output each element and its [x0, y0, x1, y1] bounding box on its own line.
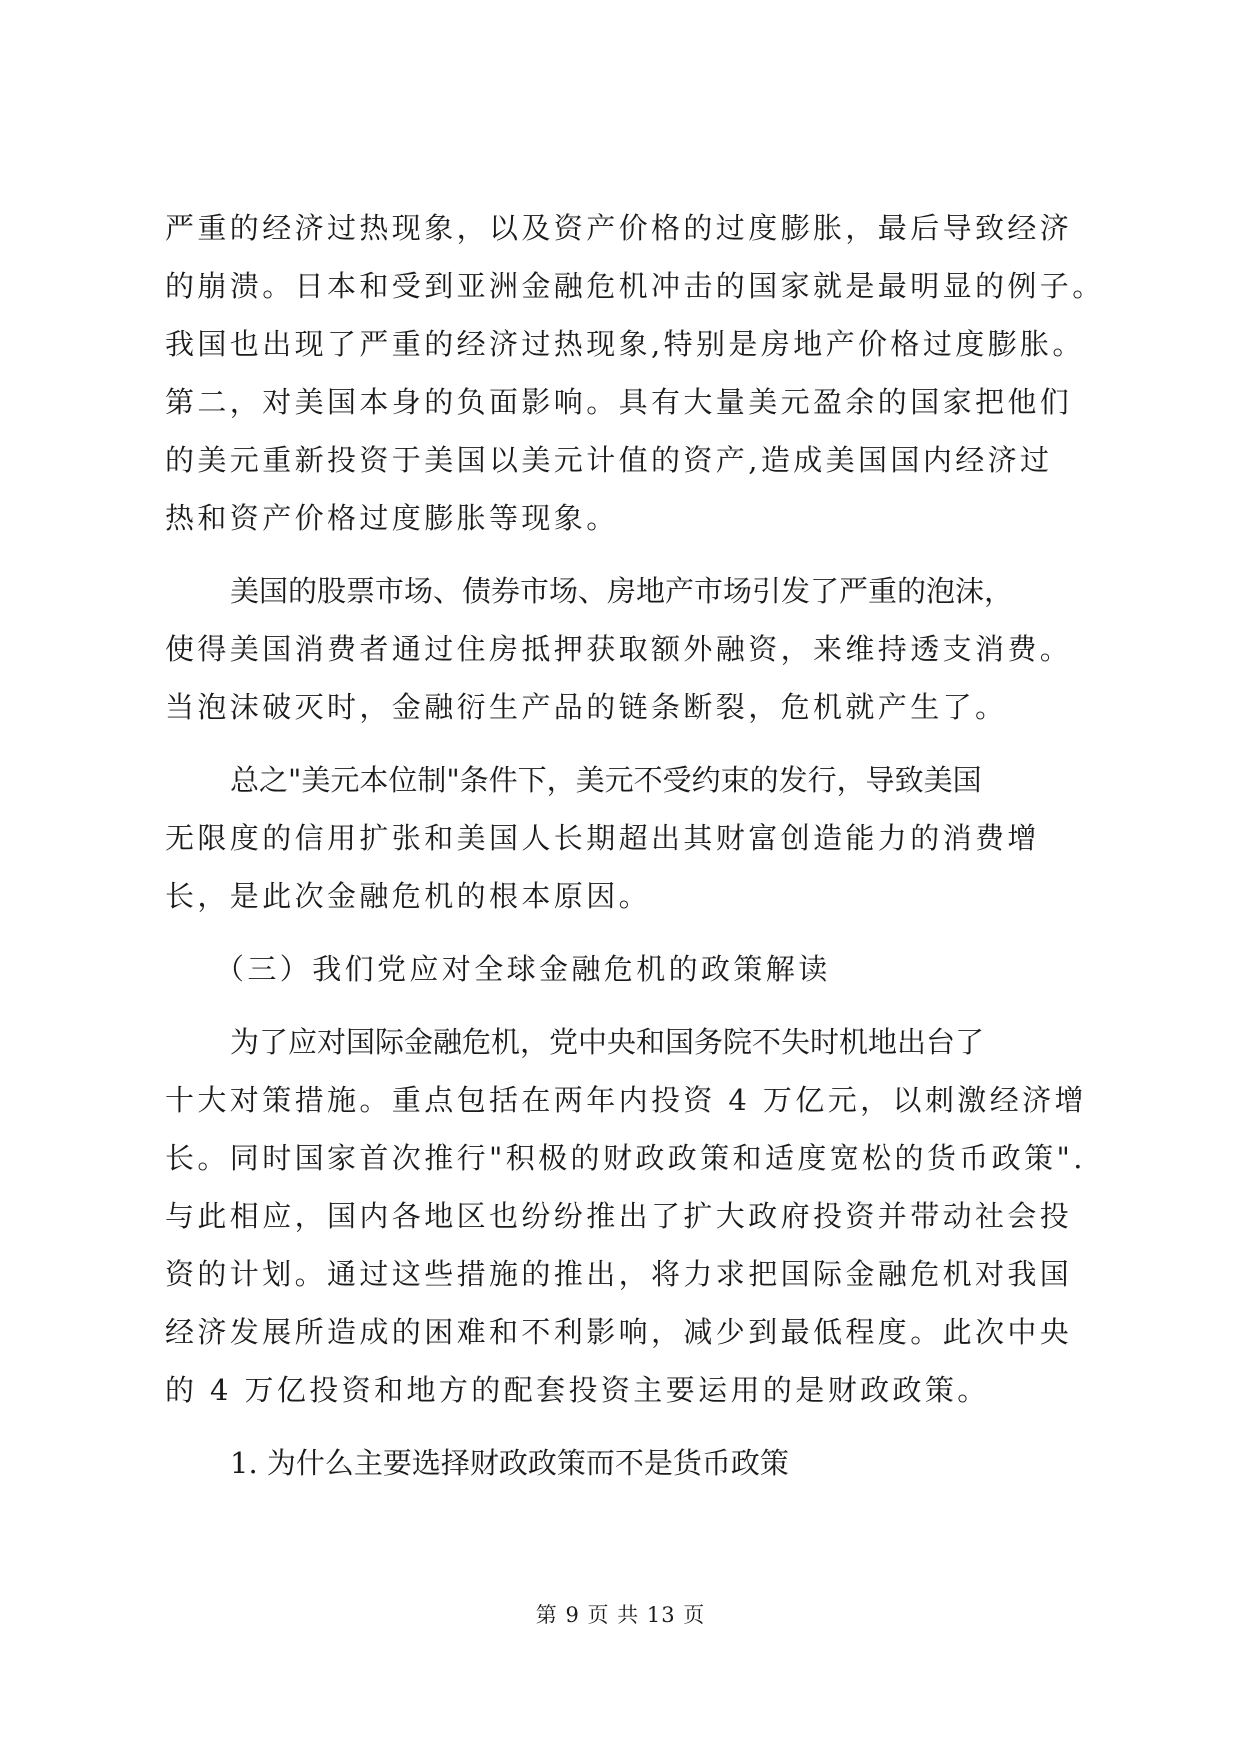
text-line-11: 无限度的信用扩张和美国人长期超出其财富创造能力的消费增: [165, 821, 1040, 855]
page-number-footer: 第 9 页 共 13 页: [535, 1603, 706, 1627]
text-line-10: 总之"美元本位制"条件下，美元不受约束的发行，导致美国: [230, 763, 982, 797]
text-line-5: 的美元重新投资于美国以美元计值的资产,造成美国国内经济过: [165, 443, 1053, 477]
text-line-17: 与此相应，国内各地区也纷纷推出了扩大政府投资并带动社会投: [165, 1199, 1073, 1233]
text-line-4: 第二，对美国本身的负面影响。具有大量美元盈余的国家把他们: [165, 385, 1073, 419]
text-line-20: 的 4 万亿投资和地方的配套投资主要运用的是财政政策。: [165, 1373, 990, 1407]
text-line-15: 十大对策措施。重点包括在两年内投资 4 万亿元，以刺激经济增: [165, 1083, 1087, 1117]
text-line-9: 当泡沫破灭时，金融衍生产品的链条断裂，危机就产生了。: [165, 690, 1008, 724]
text-line-18: 资的计划。通过这些措施的推出，将力求把国际金融危机对我国: [165, 1257, 1073, 1291]
text-line-12: 长，是此次金融危机的根本原因。: [165, 879, 652, 913]
text-line-19: 经济发展所造成的困难和不利影响，减少到最低程度。此次中央: [165, 1315, 1073, 1349]
section-heading: （三）我们党应对全球金融危机的政策解读: [215, 952, 831, 986]
text-line-7: 美国的股票市场、债券市场、房地产市场引发了严重的泡沫，: [230, 574, 1014, 608]
text-line-1: 严重的经济过热现象，以及资产价格的过度膨胀，最后导致经济: [165, 211, 1073, 245]
text-line-6: 热和资产价格过度膨胀等现象。: [165, 501, 619, 535]
text-line-14: 为了应对国际金融危机，党中央和国务院不失时机地出台了: [230, 1025, 985, 1059]
text-line-16: 长。同时国家首次推行"积极的财政政策和适度宽松的货币政策".: [165, 1141, 1086, 1175]
text-line-3: 我国也出现了严重的经济过热现象,特别是房地产价格过度膨胀。: [165, 327, 1085, 361]
subsection-heading: 1. 为什么主要选择财政政策而不是货币政策: [230, 1446, 789, 1480]
text-line-2: 的崩溃。日本和受到亚洲金融危机冲击的国家就是最明显的例子。: [165, 269, 1105, 303]
text-line-8: 使得美国消费者通过住房抵押获取额外融资，来维持透支消费。: [165, 632, 1073, 666]
